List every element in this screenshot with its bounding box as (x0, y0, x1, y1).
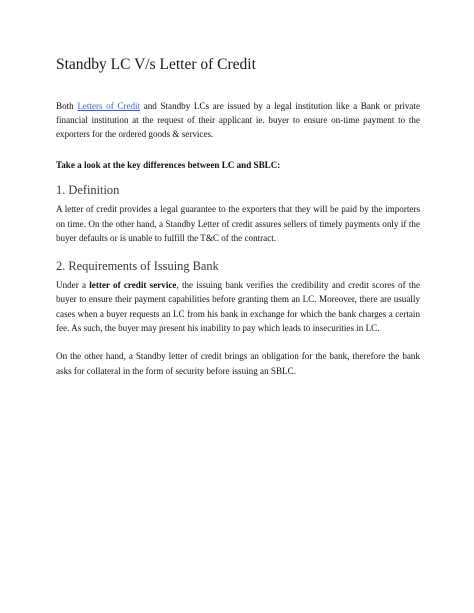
letter-of-credit-service-bold: letter of credit service (89, 279, 177, 290)
issuing-bank-text-end: , the issuing bank verifies the credibility and credit scores of the buyer to ensure their payment capabilities before granting them an LC. Moreover, there are usually cases when a buyer requests an LC from his bank in exchange for which the bank charges a certain fee. As such, the buyer may present his inability to pay which leads to insecurities in LC. (56, 279, 420, 333)
issuing-bank-text-start: Under a (56, 279, 90, 290)
intro-paragraph (56, 99, 420, 142)
document-page (56, 56, 420, 378)
issuing-bank-paragraph (56, 278, 420, 336)
key-differences-heading: Take a look at the key differences between LC and SBLC: (56, 159, 281, 170)
sblc-collateral-paragraph: On the other hand, a Standby letter of credit brings an obligation for the bank, therefore the bank asks for collateral in the form of security before issuing an SBLC. (56, 351, 420, 376)
definition-paragraph: A letter of credit provides a legal guarantee to the exporters that they will be paid by the importers on time. On the other hand, a Standby Letter of credit assures sellers of timely payments only if the buyer defaults or is unable to fulfill the T&C of the contract. (56, 204, 420, 244)
intro-text-start: Both (56, 100, 78, 111)
letters-of-credit-link[interactable]: Letters of Credit (77, 100, 141, 111)
intro-text-end: and Standby LCs are issued by a legal institution like a Bank or private financial institution at the request of their applicant ie. buyer to ensure on-time payment to the exporters for the ordered goods & services. (56, 100, 420, 140)
page-title: Standby LC V/s Letter of Credit (56, 56, 256, 73)
section-heading-definition: 1. Definition (56, 183, 120, 198)
section-heading-issuing-bank: 2. Requirements of Issuing Bank (56, 258, 219, 273)
